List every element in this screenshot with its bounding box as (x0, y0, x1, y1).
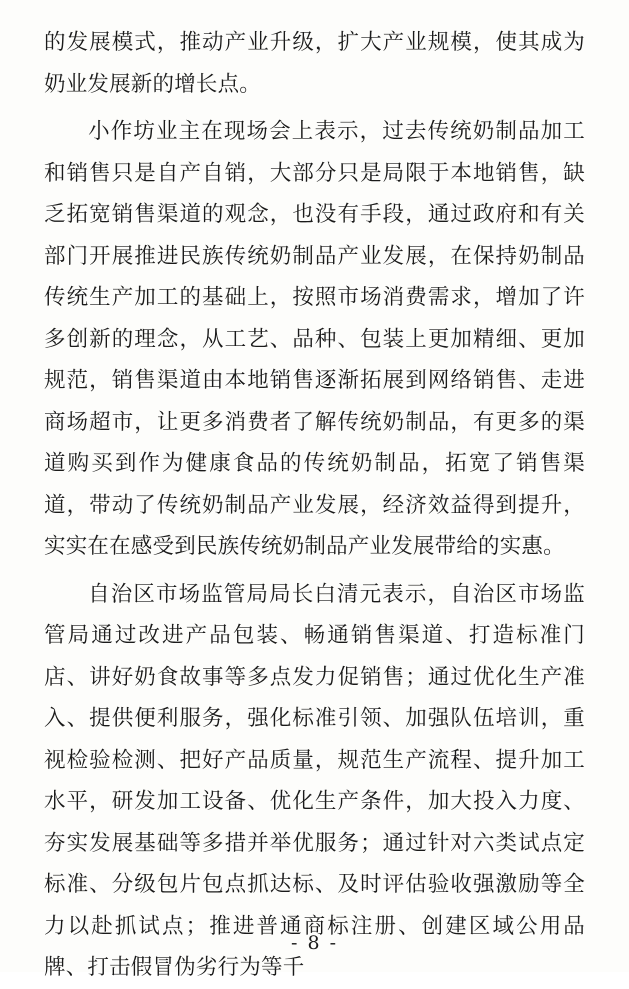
page-number: - 8 - (290, 932, 338, 954)
paragraph-2: 小作坊业主在现场会上表示，过去传统奶制品加工和销售只是自产自销，大部分只是局限于本地销售，缺乏拓宽销售渠道的观念，也没有手段，通过政府和有关部门开展推进民族传统奶制品产业发展，在保持奶制品传统生产加工的基础上，按照市场消费需求，增加了许多创新的理念，从工艺、品种、包装上更加精细、更加规范，销售渠道由本地销售逐渐拓展到网络销售、走进商场超市，让更多消费者了解传统奶制品，有更多的渠道购买到作为健康食品的传统奶制品，拓宽了销售渠道，带动了传统奶制品产业发展，经济效益得到提升，实实在在感受到民族传统奶制品产业发展带给的实惠。 (44, 119, 585, 559)
document-body (44, 22, 585, 989)
paragraph-1: 的发展模式，推动产业升级，扩大产业规模，使其成为奶业发展新的增长点。 (44, 30, 585, 97)
paragraph-3: 自治区市场监管局局长白清元表示，自治区市场监管局通过改进产品包装、畅通销售渠道、打造标准门店、讲好奶食故事等多点发力促销售；通过优化生产准入、提供便利服务，强化标准引领、加强队伍培训，重视检验检测、把好产品质量，规范生产流程、提升加工水平，研发加工设备、优化生产条件，加大投入力度、夯实发展基础等多措并举优服务；通过针对六类试点定标准、分级包片包点抓达标、及时评估验收强激励等全力以赴抓试点；推进普通商标注册、创建区域公用品牌、打击假冒伪劣行为等千 (44, 581, 585, 980)
